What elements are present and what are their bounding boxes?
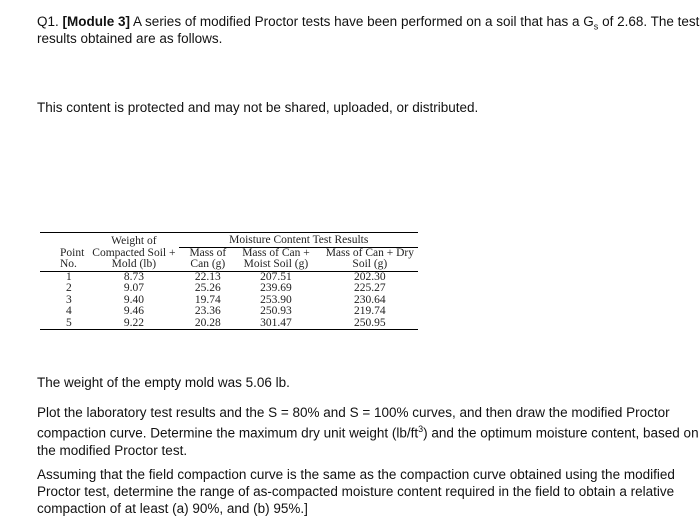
table-row bbox=[40, 318, 418, 330]
row-dry: 202.30 bbox=[354, 270, 386, 283]
row-dry: 219.74 bbox=[354, 305, 386, 317]
row-moist: 253.90 bbox=[260, 293, 292, 306]
header-point-bottom: No. bbox=[60, 258, 77, 270]
row-point: 3 bbox=[66, 293, 72, 306]
plot-text-b: ) and the optimum moisture content, based on the modified Proctor test. bbox=[37, 425, 699, 458]
assumption-instructions: Assuming that the field compaction curve is the same as the compaction curve obtained using the modified Proctor test, determine the range of as-compacted moisture content required in the field to obtain a relative compaction of at least (a) 90%, and (b) 95%.] bbox=[37, 467, 675, 516]
row-point: 2 bbox=[66, 282, 72, 294]
cubic-superscript: 3 bbox=[418, 424, 424, 434]
row-moist: 239.69 bbox=[260, 282, 292, 294]
header-dry bbox=[322, 247, 418, 271]
table-row bbox=[40, 306, 418, 318]
header-weight-line1: Weight of bbox=[111, 235, 157, 247]
header-point-top: Point bbox=[60, 246, 85, 259]
header-moist-line2: Moist Soil (g) bbox=[243, 258, 309, 270]
header-moisture-group: Moisture Content Test Results bbox=[179, 233, 418, 248]
row-can: 20.28 bbox=[194, 316, 221, 329]
row-can: 22.13 bbox=[194, 270, 221, 283]
header-point bbox=[40, 233, 88, 272]
header-can-line1: Mass of bbox=[189, 246, 227, 259]
row-point: 4 bbox=[66, 305, 72, 317]
header-weight-line3: Mold (lb) bbox=[111, 258, 157, 270]
header-weight-line2: Compacted Soil + bbox=[92, 246, 176, 259]
row-dry: 230.64 bbox=[354, 293, 386, 306]
row-can: 19.74 bbox=[194, 293, 221, 306]
table-row bbox=[40, 283, 418, 295]
row-weight: 9.07 bbox=[123, 282, 144, 294]
header-moist-line1: Mass of Can + bbox=[242, 246, 310, 259]
row-weight: 9.22 bbox=[123, 316, 144, 329]
row-weight: 9.40 bbox=[123, 293, 144, 306]
row-moist: 250.93 bbox=[260, 305, 292, 317]
row-point: 1 bbox=[66, 270, 72, 283]
plot-instructions bbox=[37, 404, 699, 459]
gs-subscript: s bbox=[593, 21, 599, 32]
row-can: 25.26 bbox=[194, 282, 221, 294]
row-weight: 9.46 bbox=[123, 305, 144, 317]
question-line2: results obtained are as follows. bbox=[37, 31, 223, 46]
row-dry: 225.27 bbox=[354, 282, 386, 294]
header-moist bbox=[230, 247, 322, 271]
question-line1: A series of modified Proctor tests have been performed on a soil that has a G bbox=[133, 14, 594, 29]
row-dry: 250.95 bbox=[354, 316, 386, 329]
proctor-data-table bbox=[40, 232, 418, 330]
protected-notice: This content is protected and may not be shared, uploaded, or distributed. bbox=[37, 100, 479, 115]
header-can bbox=[179, 247, 230, 271]
row-moist: 207.51 bbox=[260, 270, 292, 283]
row-weight: 8.73 bbox=[123, 270, 144, 283]
header-can-line2: Can (g) bbox=[190, 258, 226, 270]
header-dry-line1: Mass of Can + Dry bbox=[325, 246, 414, 259]
question-number: Q1. bbox=[37, 14, 59, 29]
header-weight bbox=[88, 233, 179, 272]
row-moist: 301.47 bbox=[260, 316, 292, 329]
row-can: 23.36 bbox=[194, 305, 221, 317]
question-line1-end: of 2.68. The test bbox=[602, 14, 700, 29]
empty-mold-text: The weight of the empty mold was 5.06 lb. bbox=[37, 375, 290, 390]
row-point: 5 bbox=[66, 316, 72, 329]
plot-text-a: Plot the laboratory test results and the S = 80% and S = 100% curves, and then draw the modified Proctor compaction curve. Determine the maximum dry unit weight (lb/ft bbox=[37, 405, 670, 441]
module-label: [Module 3] bbox=[62, 14, 131, 29]
header-dry-line2: Soil (g) bbox=[352, 258, 388, 270]
